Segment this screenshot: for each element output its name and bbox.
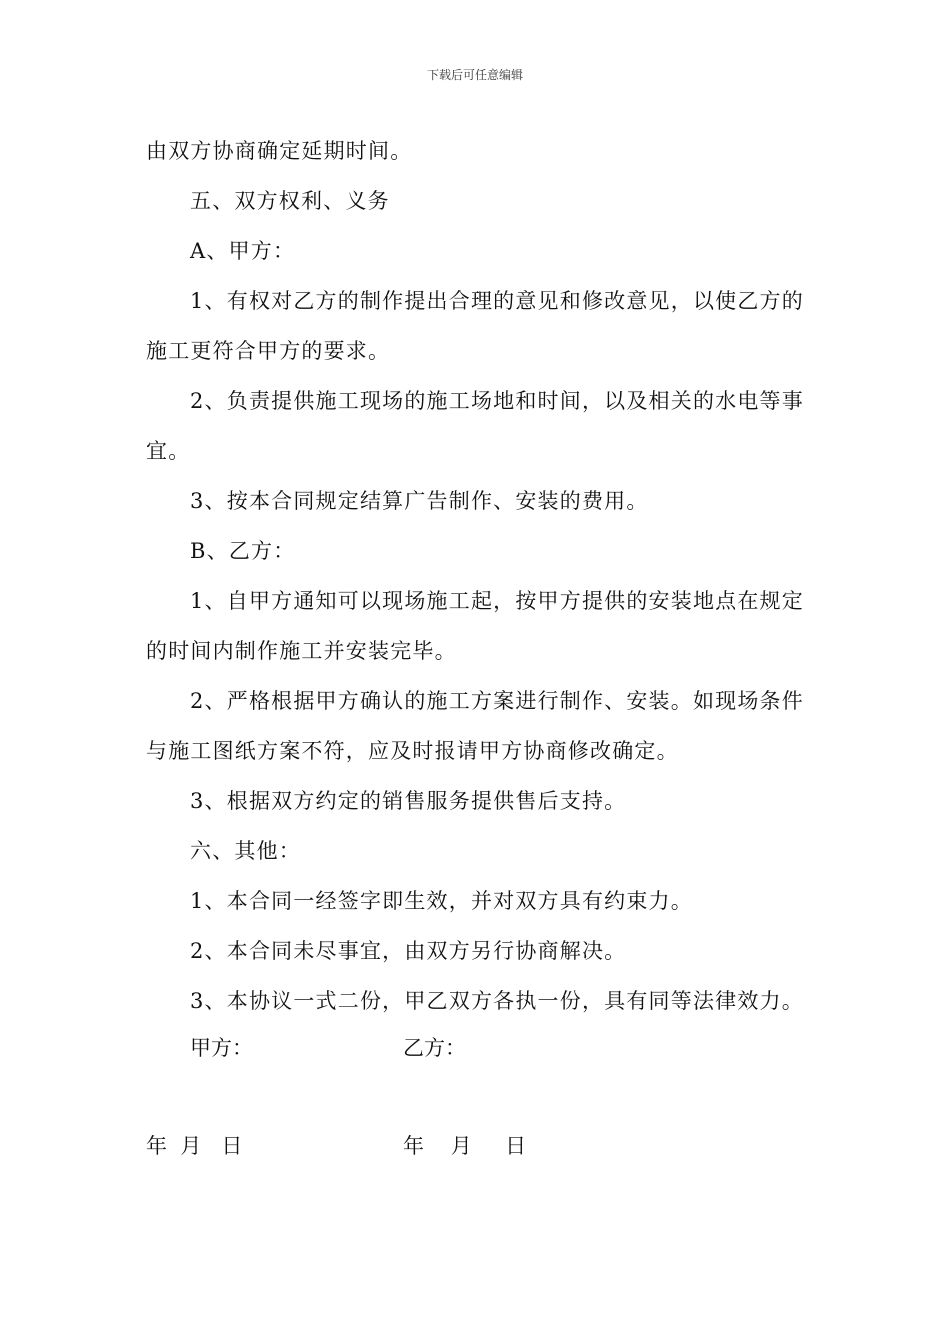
section-heading-rights: 五、双方权利、义务 [190,189,390,213]
subheading-party-a: A、甲方： [190,239,296,263]
body-line: 1、本合同一经签字即生效，并对双方具有约束力。 [190,889,693,913]
body-line: 的时间内制作施工并安装完毕。 [146,639,457,663]
date-row [146,1125,810,1167]
body-line: 3、按本合同规定结算广告制作、安装的费用。 [190,489,649,513]
party-a-signature-label: 甲方： [190,1036,253,1060]
body-line: 3、根据双方约定的销售服务提供售后支持。 [190,789,627,813]
header-note: 下载后可任意编辑 [426,68,523,82]
subheading-party-b: B、乙方： [190,539,296,563]
section-heading-other: 六、其他： [190,839,301,863]
body-line: 3、本协议一式二份，甲乙双方各执一份，具有同等法律效力。 [190,989,804,1013]
body-line: 2、严格根据甲方确认的施工方案进行制作、安装。如现场条件 [190,689,804,713]
contract-body [146,130,810,1030]
body-line: 宜。 [146,439,191,463]
body-line: 与施工图纸方案不符，应及时报请甲方协商修改确定。 [146,739,679,763]
body-line: 1、自甲方通知可以现场施工起，按甲方提供的安装地点在规定 [190,589,804,613]
body-line: 2、本合同未尽事宜，由双方另行协商解决。 [190,939,627,963]
body-line: 由双方协商确定延期时间。 [146,139,413,163]
body-line: 施工更符合甲方的要求。 [146,339,391,363]
body-line: 1、有权对乙方的制作提出合理的意见和修改意见，以使乙方的 [190,289,804,313]
signature-row [146,1027,810,1069]
party-b-date: 年 月 日 [403,1134,527,1158]
body-line: 2、负责提供施工现场的施工场地和时间，以及相关的水电等事 [190,389,804,413]
party-a-date: 年 月 日 [146,1134,243,1158]
party-b-signature-label: 乙方： [403,1036,466,1060]
